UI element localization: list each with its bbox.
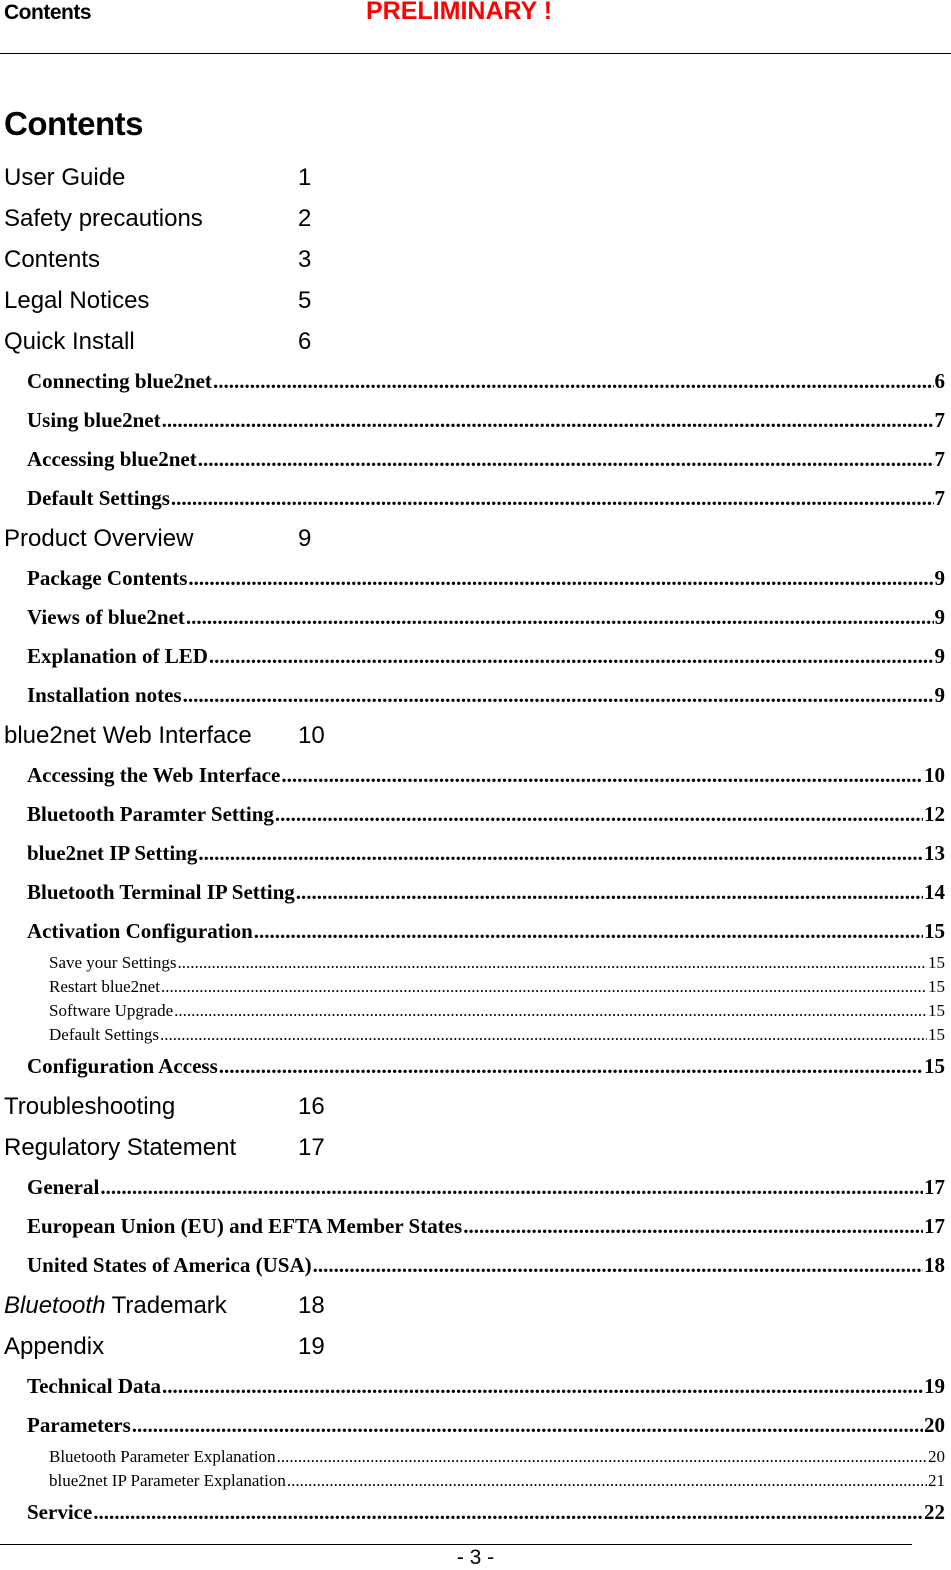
toc-entry[interactable]	[0, 1326, 951, 1367]
toc-entry[interactable]	[0, 362, 945, 401]
toc-entry-label: General	[27, 1175, 100, 1199]
toc-entry[interactable]	[0, 637, 945, 676]
dot-leader	[188, 566, 933, 591]
toc-entry-label: Safety precautions	[4, 204, 203, 232]
toc-entry-label: Explanation of LED	[27, 644, 208, 668]
toc-entry-label: Restart blue2net	[49, 977, 160, 996]
toc-entry[interactable]	[0, 239, 951, 280]
toc-entry-page: 16	[298, 1092, 325, 1120]
toc-entry-label: Using blue2net	[27, 408, 161, 432]
toc-entry-label: Service	[27, 1500, 93, 1524]
toc-entry-label: Configuration Access	[27, 1054, 218, 1078]
toc-entry-label: United States of America (USA)	[27, 1253, 312, 1277]
toc-entry-page: 17	[924, 1214, 945, 1238]
page-title: Contents	[4, 105, 143, 142]
dot-leader	[162, 1374, 923, 1399]
toc-entry[interactable]	[0, 676, 945, 715]
toc-entry-label: Bluetooth Parameter Explanation	[49, 1447, 276, 1466]
dot-leader	[178, 953, 928, 973]
toc-entry-label: Parameters	[27, 1413, 131, 1437]
dot-leader	[198, 841, 923, 866]
toc-entry[interactable]	[0, 951, 945, 975]
dot-leader	[463, 1214, 923, 1239]
toc-entry[interactable]	[0, 1406, 945, 1445]
toc-entry-label: European Union (EU) and EFTA Member States	[27, 1214, 463, 1238]
toc-entry-page: 14	[924, 880, 945, 904]
toc-entry-label: Appendix	[4, 1332, 105, 1360]
header-divider	[0, 53, 951, 54]
toc-entry-page: 9	[934, 605, 945, 629]
toc-entry-label	[4, 1292, 298, 1320]
toc-entry[interactable]	[0, 715, 951, 756]
toc-entry-page: 21	[928, 1471, 945, 1490]
toc-entry-label: Accessing the Web Interface	[27, 763, 281, 787]
toc-entry-page: 22	[924, 1500, 945, 1524]
dot-leader	[183, 683, 934, 708]
toc-entry[interactable]	[0, 1285, 951, 1326]
toc-entry-page: 17	[924, 1175, 945, 1199]
toc-entry-page: 9	[298, 524, 312, 552]
toc-entry[interactable]	[0, 1023, 945, 1047]
page-number: - 3 -	[456, 1546, 495, 1569]
toc-entry-page: 6	[298, 327, 312, 355]
footer-divider	[0, 1544, 912, 1545]
toc-entry[interactable]	[0, 321, 951, 362]
toc-entry-page: 18	[924, 1253, 945, 1277]
toc-entry-label: Connecting blue2net	[27, 369, 212, 393]
toc-entry-page: 6	[934, 369, 945, 393]
toc-entry[interactable]	[0, 834, 945, 873]
toc-entry-page: 15	[928, 977, 945, 996]
preliminary-notice: PRELIMINARY !	[366, 0, 553, 25]
toc-entry-label: Save your Settings	[49, 953, 177, 972]
toc-entry-label: Default Settings	[49, 1025, 160, 1044]
toc-entry[interactable]	[0, 1493, 945, 1532]
dot-leader	[296, 880, 923, 905]
toc-entry-page: 9	[934, 683, 945, 707]
dot-leader	[275, 802, 923, 827]
toc-entry-page: 20	[928, 1447, 945, 1466]
dot-leader	[160, 1025, 927, 1045]
toc-entry-page: 7	[934, 486, 945, 510]
dot-leader	[213, 369, 934, 394]
dot-leader	[161, 977, 927, 997]
toc-entry-page: 7	[934, 408, 945, 432]
toc-entry[interactable]	[0, 1168, 945, 1207]
toc-entry-page: 10	[298, 721, 325, 749]
toc-entry-label: blue2net Web Interface	[4, 721, 252, 749]
toc-entry-label: Product Overview	[4, 524, 194, 552]
toc-entry-page: 1	[298, 163, 312, 191]
toc-entry-page: 18	[298, 1291, 325, 1319]
toc-entry[interactable]	[0, 198, 951, 239]
toc-entry[interactable]	[0, 1127, 951, 1168]
toc-entry-label: Package Contents	[27, 566, 188, 590]
toc-entry-page: 15	[928, 1001, 945, 1020]
toc-entry-label: Regulatory Statement	[4, 1133, 237, 1161]
toc-entry[interactable]	[0, 479, 945, 518]
toc-entry-page: 15	[928, 953, 945, 972]
toc-entry-page: 3	[298, 245, 312, 273]
toc-entry-page: 9	[934, 644, 945, 668]
toc-entry[interactable]	[0, 1246, 945, 1285]
dot-leader	[277, 1447, 927, 1467]
toc-entry[interactable]	[0, 1086, 951, 1127]
toc-entry-label: blue2net IP Setting	[27, 841, 198, 865]
toc-entry[interactable]	[0, 756, 945, 795]
toc-entry[interactable]	[0, 1445, 945, 1469]
toc-entry-page: 13	[924, 841, 945, 865]
toc-entry-label: Quick Install	[4, 327, 135, 355]
toc-entry-label-rest: Trademark	[105, 1291, 227, 1319]
dot-leader	[198, 447, 934, 472]
toc-entry-page: 7	[934, 447, 945, 471]
toc-entry-page: 15	[924, 919, 945, 943]
toc-entry-page: 12	[924, 802, 945, 826]
toc-entry-label: Software Upgrade	[49, 1001, 174, 1020]
toc-entry[interactable]	[0, 598, 945, 637]
dot-leader	[254, 919, 923, 944]
toc-entry-label: Installation notes	[27, 683, 182, 707]
dot-leader	[313, 1253, 923, 1278]
toc-entry-page: 17	[298, 1133, 325, 1161]
toc-entry[interactable]	[0, 873, 945, 912]
header-section-title: Contents	[4, 1, 91, 24]
toc-entry[interactable]	[0, 975, 945, 999]
toc-entry[interactable]	[0, 440, 945, 479]
dot-leader	[174, 1001, 927, 1021]
dot-leader	[186, 605, 934, 630]
dot-leader	[219, 1054, 923, 1079]
toc-entry-page: 20	[924, 1413, 945, 1437]
toc-entry[interactable]	[0, 401, 945, 440]
toc-entry-page: 15	[928, 1025, 945, 1044]
toc-entry-page: 9	[934, 566, 945, 590]
toc-entry[interactable]	[0, 280, 951, 321]
toc-entry-label: Bluetooth Terminal IP Setting	[27, 880, 295, 904]
toc-entry-page: 5	[298, 286, 312, 314]
dot-leader	[93, 1500, 923, 1525]
toc-entry[interactable]	[0, 518, 951, 559]
toc-entry-label: User Guide	[4, 163, 126, 191]
toc-entry[interactable]	[0, 559, 945, 598]
toc-entry-label: Views of blue2net	[27, 605, 185, 629]
toc-entry-label-italic: Bluetooth	[4, 1291, 106, 1319]
dot-leader	[287, 1471, 927, 1491]
toc-entry-label: Contents	[4, 245, 101, 273]
dot-leader	[162, 408, 934, 433]
dot-leader	[100, 1175, 923, 1200]
toc-entry-label: blue2net IP Parameter Explanation	[49, 1471, 286, 1490]
dot-leader	[132, 1413, 923, 1438]
dot-leader	[209, 644, 934, 669]
toc-entry[interactable]	[0, 1207, 945, 1246]
toc-entry-page: 19	[298, 1332, 325, 1360]
toc-entry[interactable]	[0, 795, 945, 834]
toc-entry[interactable]	[0, 157, 951, 198]
dot-leader	[171, 486, 934, 511]
toc-entry[interactable]	[0, 1047, 945, 1086]
toc-entry-label: Troubleshooting	[4, 1092, 176, 1120]
toc-entry-label: Legal Notices	[4, 286, 150, 314]
table-of-contents	[0, 157, 951, 1532]
toc-entry-page: 2	[298, 204, 312, 232]
toc-entry-page: 19	[924, 1374, 945, 1398]
toc-entry[interactable]	[0, 1469, 945, 1493]
toc-entry-page: 10	[924, 763, 945, 787]
toc-entry-label: Default Settings	[27, 486, 170, 510]
toc-entry-label: Accessing blue2net	[27, 447, 197, 471]
toc-entry-label: Bluetooth Paramter Setting	[27, 802, 274, 826]
toc-entry[interactable]	[0, 1367, 945, 1406]
toc-entry[interactable]	[0, 999, 945, 1023]
toc-entry-page: 15	[924, 1054, 945, 1078]
dot-leader	[281, 763, 923, 788]
toc-entry-label: Activation Configuration	[27, 919, 253, 943]
toc-entry[interactable]	[0, 912, 945, 951]
toc-entry-label: Technical Data	[27, 1374, 161, 1398]
